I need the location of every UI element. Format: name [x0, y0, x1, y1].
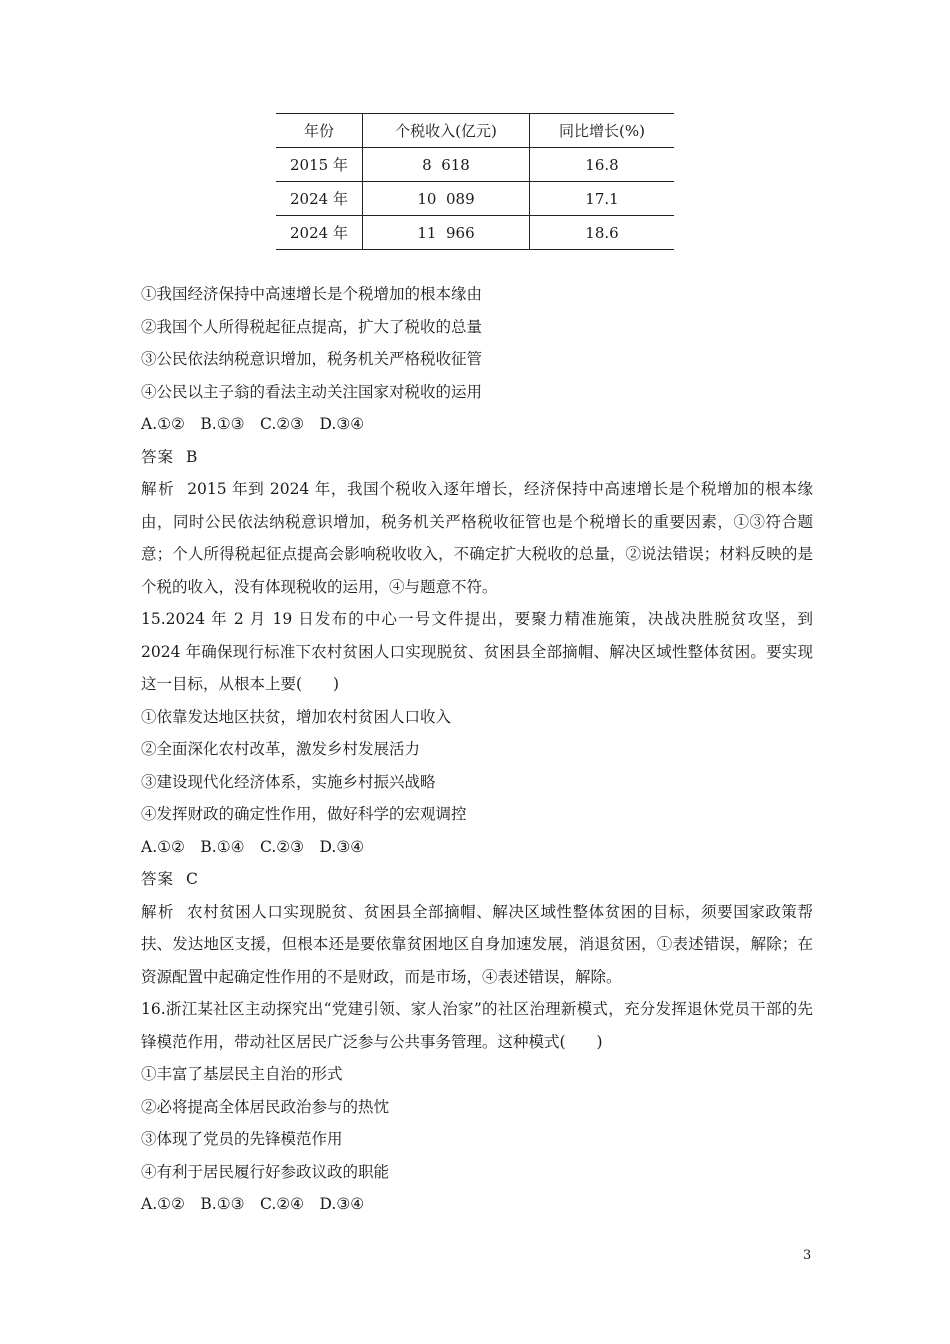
table-row: [276, 216, 674, 250]
cell-growth: 16.8: [530, 148, 675, 182]
cell-income: 8 618: [363, 148, 530, 182]
cell-year: 2015 年: [276, 148, 363, 182]
q14-option-2: ②我国个人所得税起征点提高，扩大了税收的总量: [141, 317, 483, 336]
cell-income: 10 089: [363, 182, 530, 216]
table-row: [276, 148, 674, 182]
cell-year: 2024 年: [276, 216, 363, 250]
table-row: [276, 182, 674, 216]
document-body: [141, 278, 813, 1221]
analysis-label: 解析: [141, 902, 176, 921]
q14-choices: A.①② B.①③ C.②③ D.③④: [141, 415, 365, 433]
header-income: 个税收入(亿元): [363, 114, 530, 148]
q15-choices: A.①② B.①④ C.②③ D.③④: [141, 837, 365, 856]
cell-year: 2024 年: [276, 182, 363, 216]
page-number: 3: [803, 1248, 812, 1263]
q16-choices: A.①② B.①③ C.②④ D.③④: [141, 1195, 365, 1213]
analysis-text: 农村贫困人口实现脱贫、贫困县全部摘帽、解决区域性整体贫困的目标，须要国家政策帮扶、发达地区支援，但根本还是要依靠贫困地区自身加速发展，消退贫困，①表述错误，解除；在资源配置中起确定性作用的不是财政，而是市场，④表述错误，解除。: [141, 902, 813, 986]
answer-label: 答案: [141, 870, 175, 888]
q16-option-3: ③体现了党员的先锋模范作用: [141, 1130, 343, 1148]
cell-growth: 18.6: [530, 216, 675, 250]
cell-growth: 17.1: [530, 182, 675, 216]
q15-analysis: [141, 896, 813, 994]
q14-option-1: ①我国经济保持中高速增长是个税增加的根本缘由: [141, 285, 483, 303]
q16-option-1: ①丰富了基层民主自治的形式: [141, 1065, 343, 1083]
tax-income-table: [276, 113, 674, 250]
q14-option-4: ④公民以主子翁的看法主动关注国家对税收的运用: [141, 382, 483, 401]
q14-analysis: [141, 473, 813, 603]
header-year: 年份: [276, 114, 363, 148]
q15-answer: [141, 863, 813, 896]
cell-income: 11 966: [363, 216, 530, 250]
q15-option-1: ①依靠发达地区扶贫，增加农村贫困人口收入: [141, 707, 452, 726]
table-header-row: [276, 114, 674, 148]
q14-answer: [141, 441, 813, 474]
q15-option-2: ②全面深化农村改革，激发乡村发展活力: [141, 740, 421, 758]
answer-value: B: [186, 447, 198, 466]
q15-stem: 15.2024 年 2 月 19 日发布的中心一号文件提出，要聚力精准施策，决战决胜脱贫攻坚，到 2024 年确保现行标准下农村贫困人口实现脱贫、贫困县全部摘帽、解决区域性整体贫困。要实现这一目标，从根本上要( ): [141, 610, 813, 693]
answer-value: C: [186, 870, 198, 888]
q16-option-2: ②必将提高全体居民政治参与的热忱: [141, 1097, 390, 1116]
answer-label: 答案: [141, 447, 175, 466]
q16-option-4: ④有利于居民履行好参政议政的职能: [141, 1162, 390, 1181]
q15-option-3: ③建设现代化经济体系，实施乡村振兴战略: [141, 772, 436, 791]
analysis-text: 2015 年到 2024 年，我国个税收入逐年增长，经济保持中高速增长是个税增加的根本缘由，同时公民依法纳税意识增加，税务机关严格税收征管也是个税增长的重要因素，①③符合题意；个人所得税起征点提高会影响税收收入，不确定扩大税收的总量，②说法错误；材料反映的是个税的收入，没有体现税收的运用，④与题意不符。: [141, 480, 813, 596]
q14-option-3: ③公民依法纳税意识增加，税务机关严格税收征管: [141, 350, 483, 368]
header-growth: 同比增长(%): [530, 114, 675, 148]
q15-option-4: ④发挥财政的确定性作用，做好科学的宏观调控: [141, 805, 467, 823]
q16-stem: 16.浙江某社区主动探究出“党建引领、家人治家”的社区治理新模式，充分发挥退休党员干部的先锋模范作用，带动社区居民广泛参与公共事务管理。这种模式( ): [141, 1000, 813, 1051]
analysis-label: 解析: [141, 480, 176, 498]
